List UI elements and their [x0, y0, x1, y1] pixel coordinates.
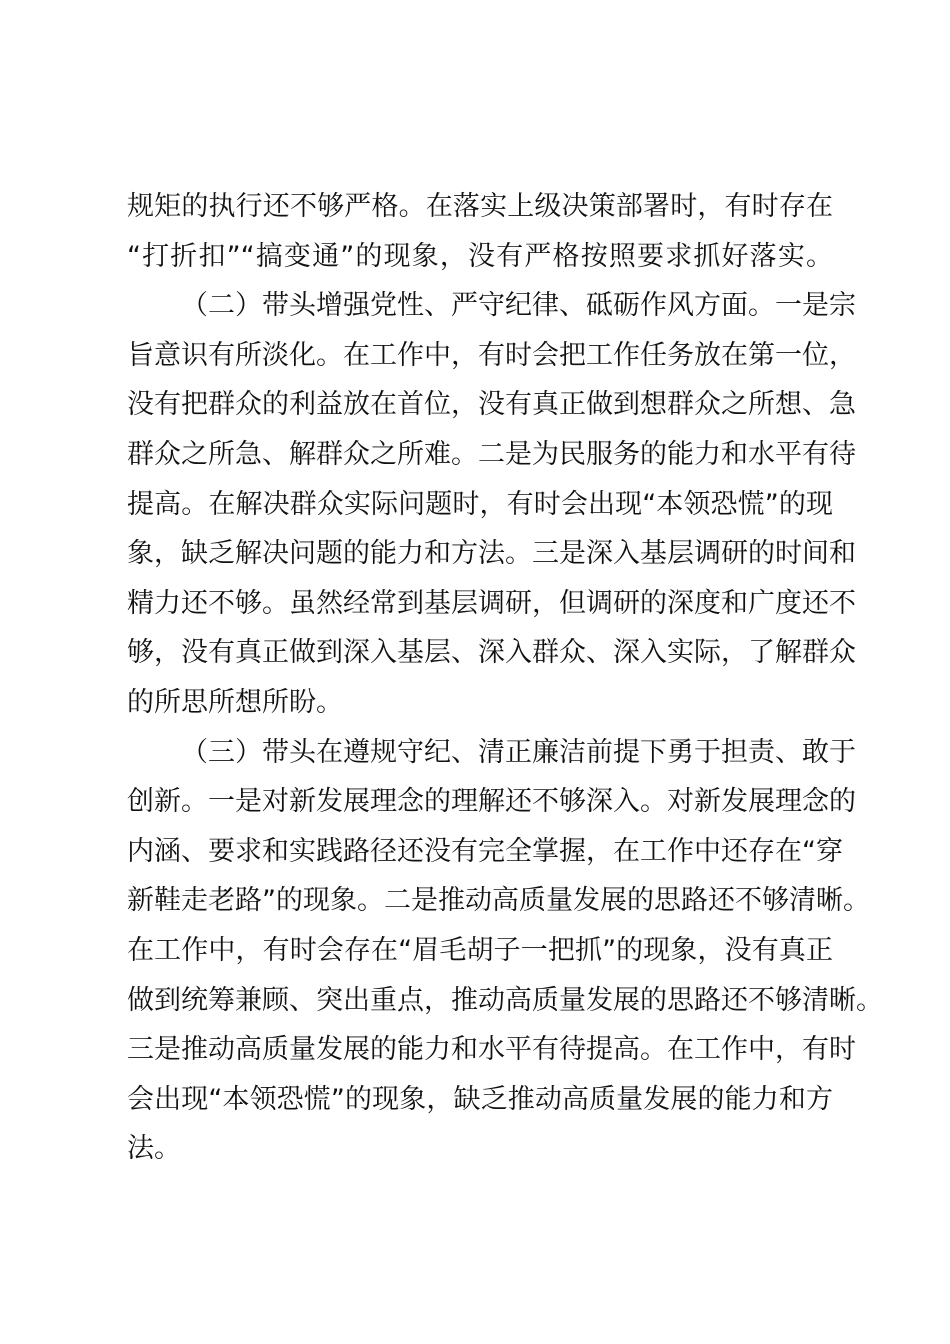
- text-line: 没有把群众的利益放在首位，没有真正做到想群众之所想、急: [127, 389, 856, 421]
- text-line: 法。: [127, 1133, 181, 1165]
- text-line: 的所思所想所盼。: [127, 686, 343, 718]
- text-line: 象，缺乏解决问题的能力和方法。三是深入基层调研的时间和: [127, 538, 856, 570]
- text-line: 旨意识有所淡化。在工作中，有时会把工作任务放在第一位，: [127, 339, 856, 371]
- text-line: 做到统筹兼顾、突出重点，推动高质量发展的思路还不够清晰。: [127, 984, 883, 1016]
- text-line: 新鞋走老路”的现象。二是推动高质量发展的思路还不够清晰。: [127, 885, 870, 917]
- text-line: 精力还不够。虽然经常到基层调研，但调研的深度和广度还不: [127, 587, 856, 619]
- text-line: 会出现“本领恐慌”的现象，缺乏推动高质量发展的能力和方: [127, 1083, 833, 1115]
- text-line: 内涵、要求和实践路径还没有完全掌握，在工作中还存在“穿: [127, 835, 843, 867]
- paragraph-heading-line: （二）带头增强党性、严守纪律、砥砺作风方面。一是宗: [181, 290, 856, 322]
- text-line: “打折扣”“搞变通”的现象，没有严格按照要求抓好落实。: [127, 240, 833, 272]
- text-line: 够，没有真正做到深入基层、深入群众、深入实际，了解群众: [127, 637, 856, 669]
- text-line: 提高。在解决群众实际问题时，有时会出现“本领恐慌”的现: [127, 488, 833, 520]
- text-line: 群众之所急、解群众之所难。二是为民服务的能力和水平有待: [127, 438, 856, 470]
- paragraph-heading-line: （三）带头在遵规守纪、清正廉洁前提下勇于担责、敢于: [181, 736, 856, 768]
- text-line: 规矩的执行还不够严格。在落实上级决策部署时，有时存在: [127, 191, 833, 222]
- text-line: 在工作中，有时会存在“眉毛胡子一把抓”的现象，没有真正: [127, 934, 833, 966]
- document-body: [127, 182, 883, 1174]
- text-line: 创新。一是对新发展理念的理解还不够深入。对新发展理念的: [127, 786, 856, 818]
- text-line: 三是推动高质量发展的能力和水平有待提高。在工作中，有时: [127, 1034, 856, 1066]
